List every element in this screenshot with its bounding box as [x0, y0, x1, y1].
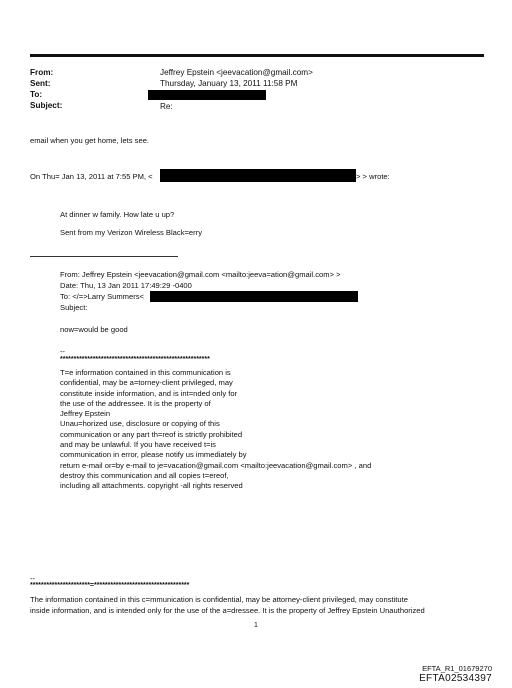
- subject-label: Subject:: [30, 101, 63, 110]
- disclaimer-line: constitute inside information, and is int=nded only for: [60, 388, 238, 398]
- footer-dashes: --: [30, 574, 36, 583]
- from-value: Jeffrey Epstein <jeevacation@gmail.com>: [160, 68, 313, 77]
- sender-redaction: [160, 169, 356, 182]
- fwd-dashes: --: [60, 347, 66, 356]
- from-label: From:: [30, 68, 54, 77]
- quoted-message: At dinner w family. How late u up?: [60, 210, 175, 219]
- sent-value: Thursday, January 13, 2011 11:58 PM: [160, 79, 298, 88]
- efta-stamp-small: EFTA_R1_01679270: [422, 664, 492, 673]
- disclaimer-line: destroy this communication and all copies t=ereof,: [60, 470, 229, 480]
- efta-stamp-large: EFTA02534397: [419, 673, 492, 684]
- page-number: 1: [254, 622, 258, 629]
- fwd-from: From: Jeffrey Epstein <jeevacation@gmail.com <mailto:jeeva=ation@gmail.com> >: [60, 270, 341, 279]
- header-rule: [30, 54, 484, 57]
- fwd-message: now=would be good: [60, 325, 128, 334]
- disclaimer-line: communication in error, please notify us immediately by: [60, 450, 247, 460]
- reply-text: email when you get home, lets see.: [30, 136, 150, 145]
- disclaimer-line: return e-mail or=by e-mail to je=vacation@gmail.com <mailto:jeevacation@gmail.com> , and: [60, 460, 372, 470]
- quote-wrote: > > wrote:: [356, 172, 390, 181]
- fwd-disclaimer: [60, 368, 371, 492]
- disclaimer-line: Jeffrey Epstein: [60, 409, 111, 419]
- disclaimer-line: Unau=horized use, disclosure or copying of this: [60, 419, 220, 429]
- disclaimer-line: confidential, may be a=torney-client privileged, may: [60, 378, 233, 388]
- disclaimer-line: and may be unlawful. If you have received t=is: [60, 440, 216, 450]
- footer-line-2: inside information, and is intended only for the use of the a=dressee. It is the property of Jeffrey Epstein Unauthorized: [30, 606, 425, 615]
- fwd-to-redaction: [150, 291, 358, 302]
- to-redaction: [148, 90, 266, 100]
- to-label: To:: [30, 90, 43, 99]
- disclaimer-line: T=e information contained in this communication is: [60, 368, 231, 377]
- sent-label: Sent:: [30, 79, 51, 88]
- disclaimer-line: communication or any part th=reof is strictly prohibited: [60, 429, 243, 439]
- footer-stars: **********************=***********************************: [30, 582, 190, 589]
- fwd-to: To: </=>Larry Summers<: [60, 292, 144, 301]
- fwd-subject: Subject:: [60, 303, 88, 312]
- disclaimer-line: the use of the addressee. It is the property of: [60, 398, 211, 408]
- fwd-stars: *******************************************************: [60, 356, 210, 363]
- disclaimer-line: including all attachments. copyright -all rights reserved: [60, 481, 243, 491]
- subject-value: Re:: [160, 102, 173, 111]
- fwd-date: Date: Thu, 13 Jan 2011 17:49:29 -0400: [60, 281, 192, 290]
- quote-intro: On Thu= Jan 13, 2011 at 7:55 PM, <: [30, 172, 153, 181]
- quoted-signature: Sent from my Verizon Wireless Black=erry: [60, 228, 203, 237]
- separator-line: [30, 256, 178, 257]
- footer-line-1: The information contained in this c=mmunication is confidential, may be attorney-client privileged, may constitute: [30, 595, 408, 604]
